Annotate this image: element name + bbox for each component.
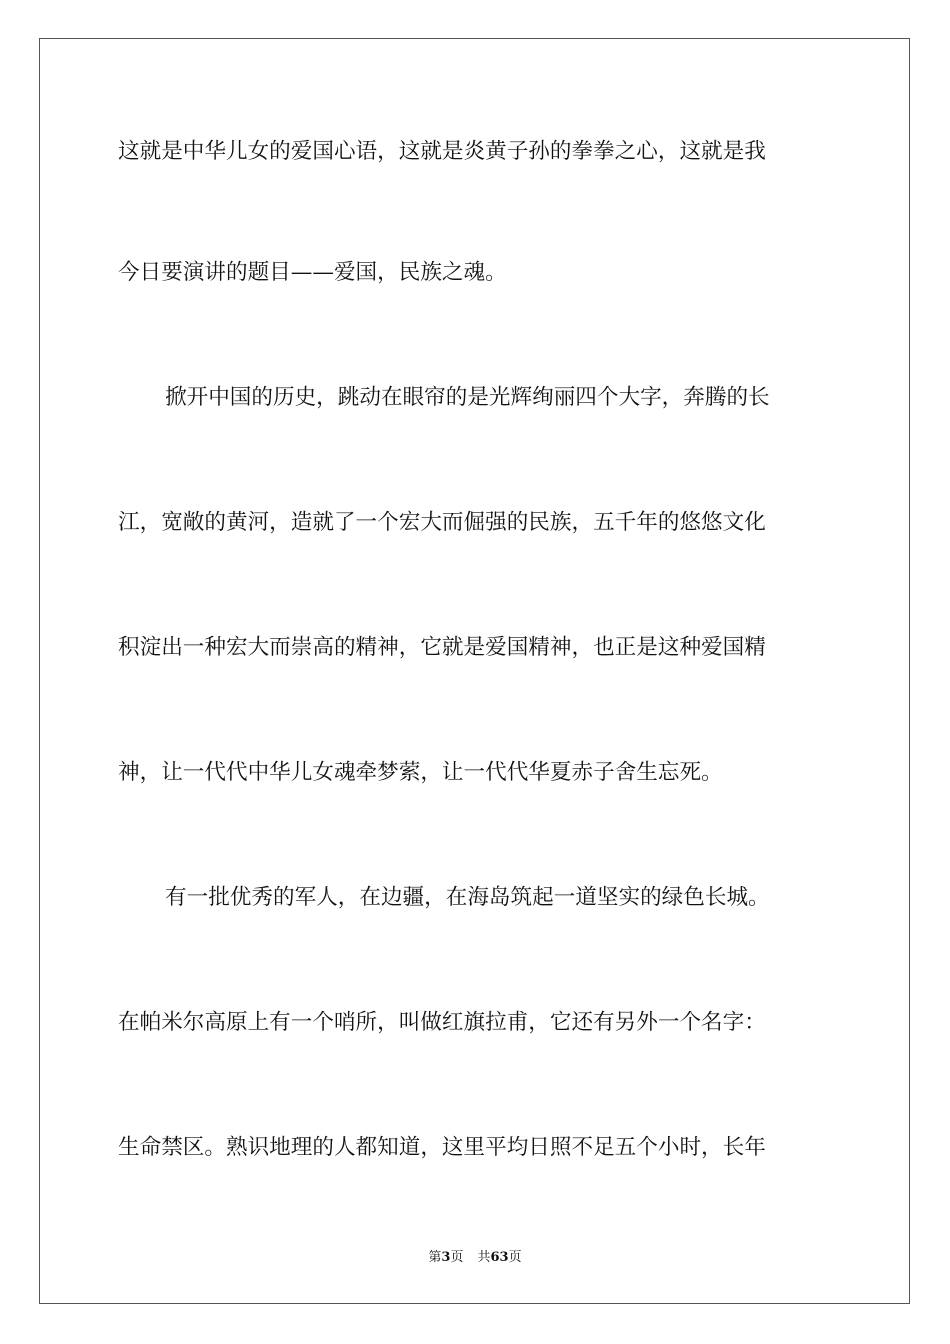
body-line-1: 这就是中华儿女的爱国心语，这就是炎黄子孙的拳拳之心，这就是我 xyxy=(118,139,766,164)
body-line-7: 有一批优秀的军人，在边疆，在海岛筑起一道坚实的绿色长城。 xyxy=(165,885,770,910)
body-line-6: 神，让一代代中华儿女魂牵梦萦，让一代代华夏赤子舍生忘死。 xyxy=(118,760,723,785)
body-line-2: 今日要演讲的题目——爱国，民族之魂。 xyxy=(118,260,507,285)
page-footer xyxy=(0,1249,950,1267)
body-line-3: 掀开中国的历史，跳动在眼帘的是光辉绚丽四个大字，奔腾的长 xyxy=(165,385,770,410)
body-line-4: 江，宽敞的黄河，造就了一个宏大而倔强的民族，五千年的悠悠文化 xyxy=(118,510,766,535)
body-line-5: 积淀出一种宏大而崇高的精神，它就是爱国精神，也正是这种爱国精 xyxy=(118,635,766,660)
page-number: 第3页 xyxy=(428,1250,464,1265)
body-line-8: 在帕米尔高原上有一个哨所，叫做红旗拉甫，它还有另外一个名字： xyxy=(118,1010,766,1035)
page-total: 共63页 xyxy=(477,1250,522,1265)
body-line-9: 生命禁区。熟识地理的人都知道，这里平均日照不足五个小时，长年 xyxy=(118,1135,766,1160)
page-border xyxy=(39,38,910,1304)
